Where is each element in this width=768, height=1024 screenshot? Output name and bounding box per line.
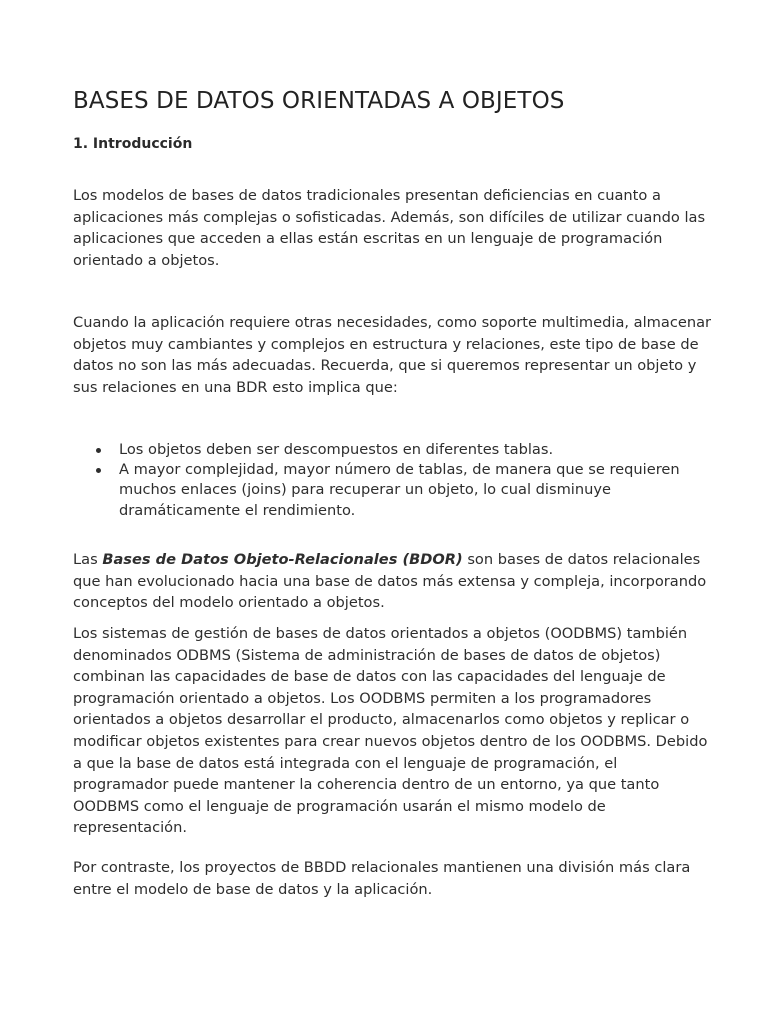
list-item-text: Los objetos deben ser descompuestos en diferentes tablas. <box>119 441 554 458</box>
bdor-emphasis: Bases de Datos Objeto-Relacionales (BDOR) <box>102 551 463 568</box>
list-item <box>73 460 693 521</box>
bullet-icon <box>96 468 101 473</box>
section-heading: 1. Introducción <box>73 136 193 152</box>
needs-paragraph: Cuando la aplicación requiere otras necesidades, como soporte multimedia, almacenar objetos muy cambiantes y complejos en estructura y relaciones, este tipo de base de datos no son las más adecuadas. Recuerda, que si queremos representar un objeto y sus relaciones en una BDR esto implica que: <box>73 314 712 396</box>
bdor-prefix: Las <box>73 551 103 568</box>
document-title: BASES DE DATOS ORIENTADAS A OBJETOS <box>73 88 565 114</box>
intro-paragraph: Los modelos de bases de datos tradicionales presentan deficiencias en cuanto a aplicaciones más complejas o sofisticadas. Además, son difíciles de utilizar cuando las aplicaciones que acceden a ellas están escritas en un lenguaje de programación orientado a objetos. <box>73 187 706 269</box>
list-item <box>73 440 693 460</box>
bdor-paragraph <box>73 549 713 614</box>
closing-paragraph: Por contraste, los proyectos de BBDD relacionales mantienen una división más clara entre el modelo de base de datos y la aplicación. <box>73 859 691 898</box>
bdor-suffix: son bases de datos relacionales que han evolucionado hacia una base de datos más extensa y compleja, incorporando conceptos del modelo orientado a objetos. <box>73 551 707 612</box>
oodbms-paragraph: Los sistemas de gestión de bases de datos orientados a objetos (OODBMS) también denominados ODBMS (Sistema de administración de bases de datos de objetos) combinan las capacidades de base de datos con las capacidades del lenguaje de programación orientado a objetos. Los OODBMS permiten a los programadores orientados a objetos desarrollar el producto, almacenarlos como objetos y replicar o modificar objetos existentes para crear nuevos objetos dentro de los OODBMS. Debido a que la base de datos está integrada con el lenguaje de programación, el programador puede mantener la coherencia dentro de un entorno, ya que tanto OODBMS como el lenguaje de programación usarán el mismo modelo de representación. <box>73 625 708 837</box>
implications-list <box>73 440 693 521</box>
bullet-icon <box>96 448 101 453</box>
list-item-text: A mayor complejidad, mayor número de tablas, de manera que se requieren muchos enlaces (joins) para recuperar un objeto, lo cual disminuye dramáticamente el rendimiento. <box>119 461 680 519</box>
